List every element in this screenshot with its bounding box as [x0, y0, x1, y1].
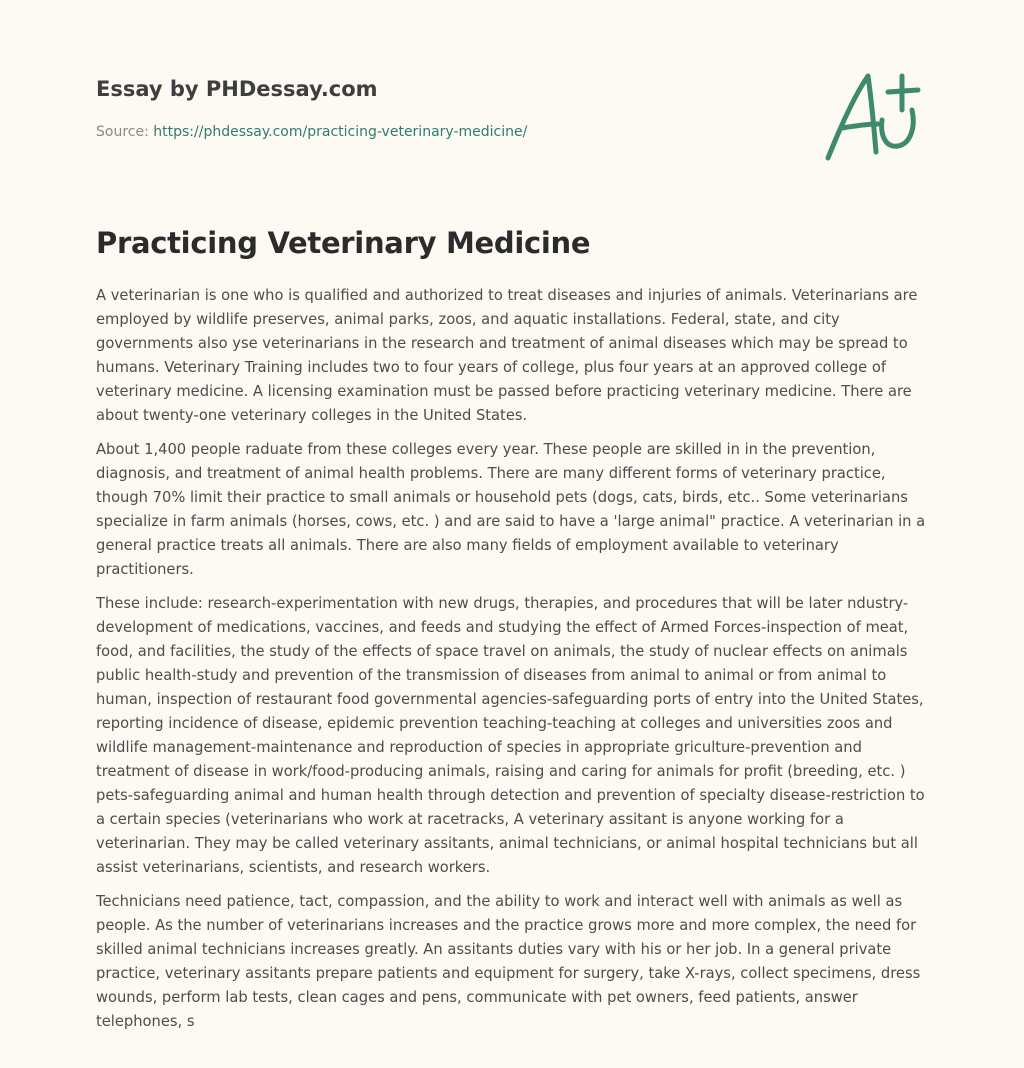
brand-name: Essay by PHDessay.com: [96, 77, 378, 101]
essay-paragraph: Technicians need patience, tact, compassion, and the ability to work and interact well with animals as well as people. As the number of veterinarians increases and the practice grows more and more complex, the need for skilled animal technicians increases greatly. An assitants duties vary with his or her job. In a general private practice, veterinary assitants prepare patients and equipment for surgery, take X-rays, collect specimens, dress wounds, perform lab tests, clean cages and pens, communicate with pet owners, feed patients, answer telephones, s: [96, 893, 921, 1030]
source-line: [96, 124, 527, 140]
source-label: Source:: [96, 124, 154, 140]
essay-body: [96, 284, 936, 1044]
essay-paragraph: A veterinarian is one who is qualified and authorized to treat diseases and injuries of animals. Veterinarians are employed by wildlife preserves, animal parks, zoos, and aquatic installations. Federal, state, and city governments also yse veterinarians in the research and treatment of animal diseases which may be spread to humans. Veterinary Training includes two to four years of college, plus four years at an approved college of veterinary medicine. A licensing examination must be passed before practicing veterinary medicine. There are about twenty-one veterinary colleges in the United States.: [96, 287, 918, 424]
essay-paragraph: About 1,400 people raduate from these colleges every year. These people are skilled in in the prevention, diagnosis, and treatment of animal health problems. There are many different forms of veterinary practice, though 70% limit their practice to small animals or household pets (dogs, cats, birds, etc.. Some veterinarians specialize in farm animals (horses, cows, etc. ) and are said to have a 'large animal" practice. A veterinarian in a general practice treats all animals. There are also many fields of employment available to veterinary practitioners.: [96, 441, 926, 578]
a-plus-grade-icon: [822, 66, 928, 166]
source-link[interactable]: https://phdessay.com/practicing-veterinary-medicine/: [153, 124, 528, 140]
essay-header: [96, 0, 928, 200]
essay-paragraph: These include: research-experimentation with new drugs, therapies, and procedures that will be later ndustry-development of medications, vaccines, and feeds and studying the effect of Armed Forces-inspection of meat, food, and facilities, the study of the effects of space travel on animals, the study of nuclear effects on animals public health-study and prevention of the transmission of diseases from animal to animal or from animal to human, inspection of restaurant food governmental agencies-safeguarding ports of entry into the United States, reporting incidence of disease, epidemic prevention teaching-teaching at colleges and universities zoos and wildlife management-maintenance and reproduction of species in appropriate griculture-prevention and treatment of disease in work/food-producing animals, raising and caring for animals for profit (breeding, etc. ) pets-safeguarding animal and human health through detection and prevention of specialty disease-restriction to a certain species (veterinarians who work at racetracks, A veterinary assitant is anyone working for a veterinarian. They may be called veterinary assitants, animal technicians, or animal hospital technicians but all assist veterinarians, scientists, and research workers.: [96, 595, 925, 876]
essay-title: Practicing Veterinary Medicine: [96, 226, 591, 260]
